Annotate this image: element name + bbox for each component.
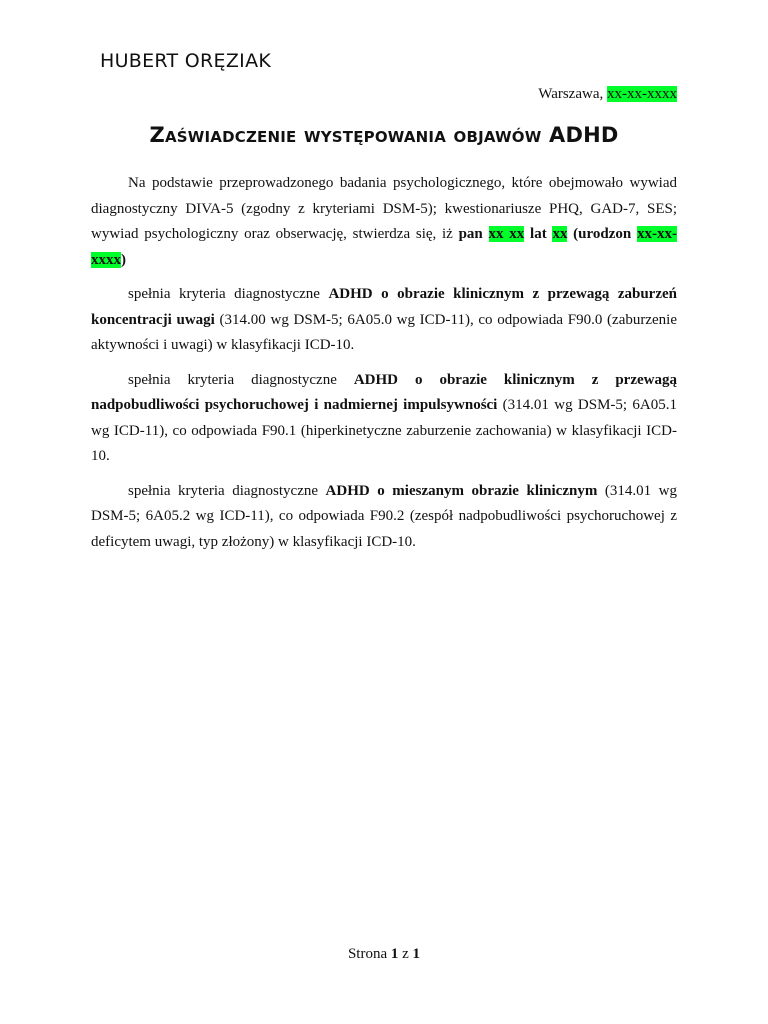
criteria-suffix: (314.00 wg DSM-5; 6A05.0 wg ICD-11), co odpowiada F90.0 (zaburzenie aktywności i uwagi) w klasyfikacji ICD-10. <box>91 311 677 353</box>
born-label: (urodzon <box>567 226 637 242</box>
name-placeholder: xx xx <box>488 226 525 242</box>
place-label: Warszawa, <box>538 86 607 102</box>
pan-label: pan <box>458 226 489 242</box>
criteria-paragraph-3 <box>91 479 677 556</box>
criteria-bold: ADHD o mieszanym obrazie klinicznym <box>325 482 598 499</box>
birthdate-placeholder: xx-xx-xxxx <box>91 226 677 268</box>
criteria-prefix: spełnia kryteria diagnostyczne <box>128 482 326 499</box>
of-label: z <box>398 946 413 962</box>
document-title: Zaświadczenie występowania objawów ADHD <box>149 123 619 147</box>
criteria-suffix: (314.01 wg DSM-5; 6A05.2 wg ICD-11), co odpowiada F90.2 (zespół nadpobudliwości psychoruchowej z deficytem uwagi, typ złożony) w klasyfikacji ICD-10. <box>91 482 677 550</box>
date-placeholder: xx-xx-xxxx <box>607 86 677 102</box>
page-footer <box>0 946 768 963</box>
intro-text: Na podstawie przeprowadzonego badania psychologicznego, które obejmowało wywiad diagnostyczny DIVA-5 (zgodny z kryteriami DSM-5); kwestionariusze PHQ, GAD-7, SES; wywiad psychologiczny oraz obserwację, stwierdza się, iż <box>91 175 677 242</box>
criteria-prefix: spełnia kryteria diagnostyczne <box>128 371 354 388</box>
criteria-paragraph-2 <box>91 368 677 470</box>
intro-paragraph <box>91 171 677 273</box>
criteria-bold: ADHD o obrazie klinicznym z przewagą nadpobudliwości psychoruchowej i nadmiernej impulsywności <box>91 371 677 413</box>
criteria-prefix: spełnia kryteria diagnostyczne <box>128 286 329 302</box>
criteria-paragraph-1 <box>91 282 677 359</box>
close-paren: ) <box>121 251 126 268</box>
criteria-suffix: (314.01 wg DSM-5; 6A05.1 wg ICD-11), co odpowiada F90.1 (hiperkinetyczne zaburzenie zachowania) w klasyfikacji ICD-10. <box>91 397 677 464</box>
page-label: Strona <box>347 946 391 962</box>
criteria-bold: ADHD o obrazie klinicznym z przewagą zaburzeń koncentracji uwagi <box>91 286 677 328</box>
age-placeholder: xx <box>552 226 568 242</box>
total-pages-number: 1 <box>412 946 421 962</box>
place-date-line <box>538 86 677 103</box>
author-name: HUBERT ORĘZIAK <box>100 50 272 72</box>
current-page-number: 1 <box>390 946 399 962</box>
lat-label: lat <box>524 226 553 242</box>
document-body <box>91 171 677 564</box>
